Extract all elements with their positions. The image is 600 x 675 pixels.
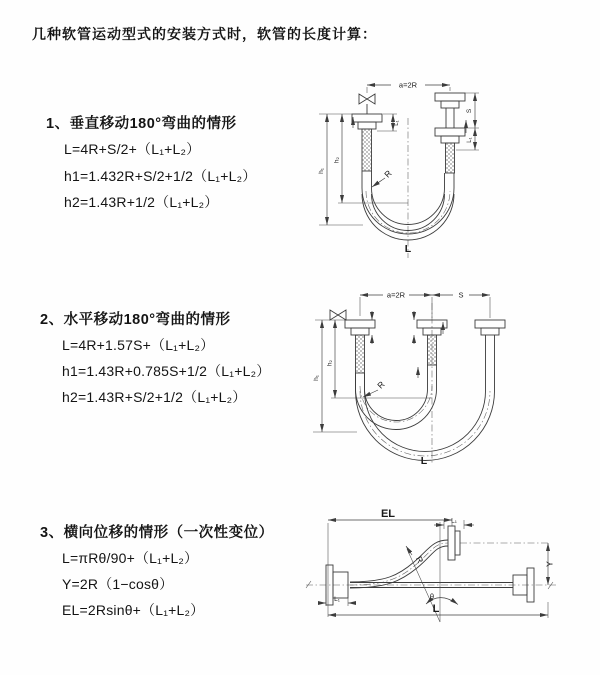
section-2-formula-h1: h1=1.43R+0.785S+1/2（L₁+L₂） [62, 363, 271, 379]
radius-label: R [375, 379, 387, 391]
dim-label-l: L [404, 243, 412, 255]
section-1-formula-h2: h2=1.43R+1/2（L₁+L₂） [64, 194, 219, 210]
radius-label: R [382, 168, 394, 180]
dim-label-h1: h₁ [318, 168, 325, 174]
dim-label-s: S [458, 290, 464, 300]
dim-label-h1: h₁ [313, 375, 320, 381]
section-2-formula-h2: h2=1.43R+S/2+1/2（L₁+L₂） [62, 389, 247, 405]
dim-label-s: S [466, 108, 473, 114]
valve-icon [359, 94, 375, 114]
section-3-formula-el: EL=2Rsinθ+（L₁+L₂） [62, 602, 205, 618]
dim-label-l1-left: L₁ [334, 596, 340, 603]
flange-left [345, 320, 375, 373]
dim-label-a2r: a=2R [386, 290, 406, 300]
hose-assembly [326, 522, 534, 622]
flange-left [352, 114, 382, 171]
hose-displaced-position [350, 540, 448, 582]
section-1-formula-l: L=4R+S/2+（L₁+L₂） [64, 141, 201, 157]
dim-label-l1-right: L₁ [467, 137, 473, 143]
dim-label-l1-top: L₁ [451, 517, 457, 525]
diagram-lateral-displacement [298, 498, 568, 656]
hose-assembly [330, 310, 505, 461]
dim-label-h2: h₂ [326, 359, 334, 367]
dim-label-l1-left: L₁ [394, 120, 400, 126]
dim-label-a2r: a=2R [398, 80, 418, 90]
radius-label: R [413, 554, 426, 565]
dim-label-y: Y [544, 561, 555, 567]
hose-assembly [352, 93, 465, 240]
dimension-lines [318, 508, 555, 618]
diagram-horizontal-180-bend [305, 283, 540, 471]
dimension-lines [313, 291, 490, 468]
flange-right-displaced [448, 526, 460, 560]
flange-right-upper [435, 93, 465, 128]
section-3-formula-l: L=πRθ/90+（L₁+L₂） [62, 550, 199, 566]
section-3-heading: 3、横向位移的情形（一次性变位） [40, 525, 274, 541]
diagram-vertical-180-bend [305, 70, 530, 262]
valve-icon [330, 310, 346, 320]
flange-right-displaced [475, 320, 505, 335]
dim-label-h2: h₂ [333, 156, 341, 164]
dim-label-l: L [432, 603, 440, 615]
flange-right-lower [435, 128, 465, 173]
section-2-heading: 2、水平移动180°弯曲的情形 [40, 312, 231, 328]
page-title: 几种软管运动型式的安装方式时，软管的长度计算： [32, 26, 377, 42]
angle-label-theta: θ [429, 592, 435, 601]
dim-label-el: EL [380, 508, 396, 520]
section-3-formula-y: Y=2R（1−cosθ） [62, 576, 174, 592]
dim-label-l: L [420, 455, 428, 467]
section-1-formula-h1: h1=1.432R+S/2+1/2（L₁+L₂） [64, 168, 257, 184]
section-2-formula-l: L=4R+1.57S+（L₁+L₂） [62, 337, 215, 353]
centerlines [366, 118, 450, 258]
section-1-heading: 1、垂直移动180°弯曲的情形 [46, 116, 237, 132]
